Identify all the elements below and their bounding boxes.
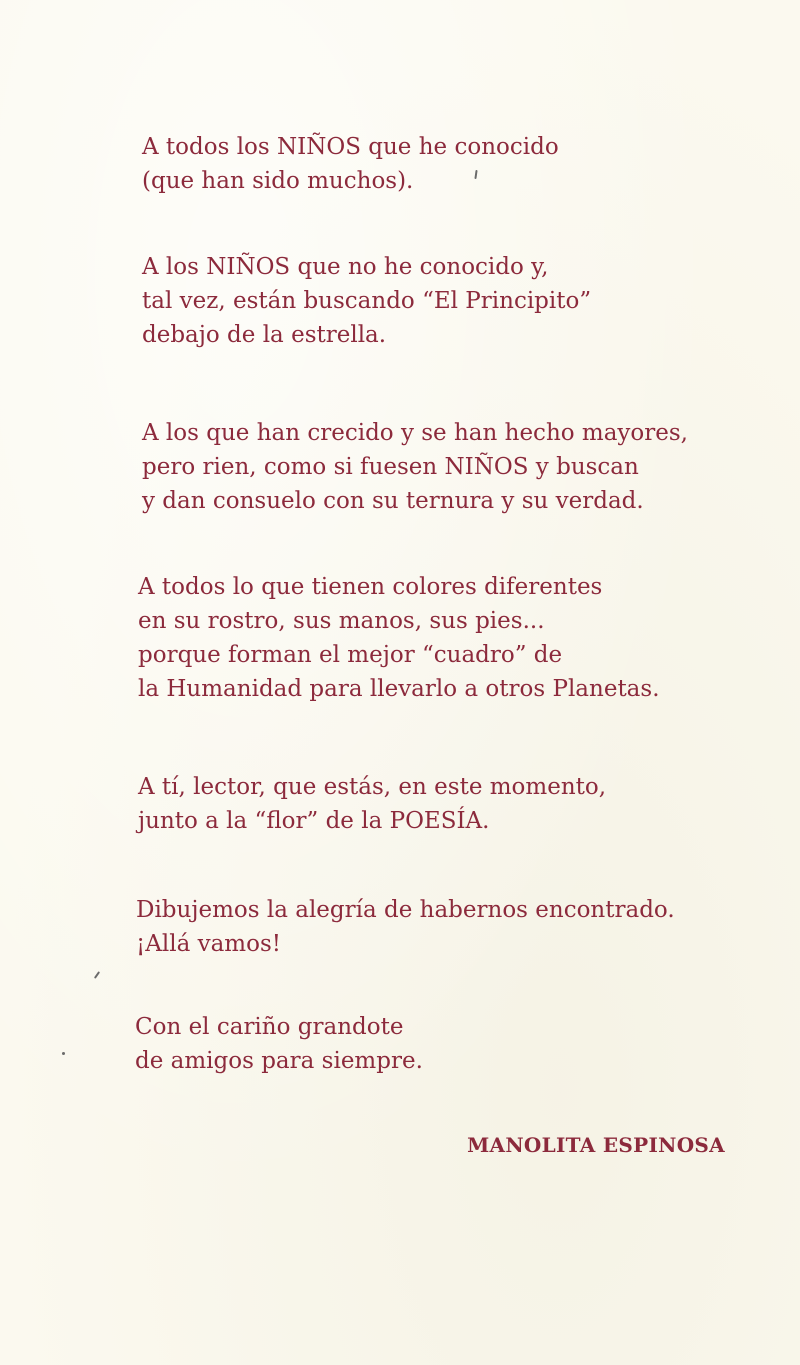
stanza-line: A todos los NIÑOS que he conocido bbox=[142, 134, 559, 160]
stanza-line: A tí, lector, que estás, en este momento, bbox=[138, 774, 607, 800]
stanza-line: (que han sido muchos). bbox=[142, 168, 414, 194]
stanza-line: Con el cariño grandote bbox=[135, 1014, 404, 1040]
stanza-line: tal vez, están buscando “El Principito” bbox=[142, 288, 592, 314]
stanza-line: A todos lo que tienen colores diferentes bbox=[138, 574, 603, 600]
stanza-line: y dan consuelo con su ternura y su verdad. bbox=[142, 488, 644, 514]
scan-speck bbox=[94, 971, 100, 979]
stanza-4 bbox=[138, 570, 660, 706]
stanza-line: ¡Allá vamos! bbox=[136, 931, 281, 957]
stanza-6 bbox=[136, 893, 675, 961]
stanza-line: de amigos para siempre. bbox=[135, 1048, 423, 1074]
author-signature: MANOLITA ESPINOSA bbox=[467, 1133, 725, 1157]
stanza-line: A los NIÑOS que no he conocido y, bbox=[142, 254, 549, 280]
stanza-line: la Humanidad para llevarlo a otros Planetas. bbox=[138, 676, 660, 702]
stanza-7 bbox=[135, 1010, 423, 1078]
stanza-line: debajo de la estrella. bbox=[142, 322, 387, 348]
stanza-line: A los que han crecido y se han hecho mayores, bbox=[142, 420, 688, 446]
stanza-line: pero rien, como si fuesen NIÑOS y buscan bbox=[142, 454, 639, 480]
stanza-1 bbox=[142, 130, 559, 198]
stanza-2 bbox=[142, 250, 591, 352]
stanza-line: porque forman el mejor “cuadro” de bbox=[138, 642, 563, 668]
scan-speck bbox=[62, 1052, 65, 1055]
stanza-line: junto a la “flor” de la POESÍA. bbox=[138, 808, 490, 834]
stanza-3 bbox=[142, 416, 688, 518]
stanza-line: en su rostro, sus manos, sus pies... bbox=[138, 608, 545, 634]
stanza-5 bbox=[138, 770, 606, 838]
stanza-line: Dibujemos la alegría de habernos encontrado. bbox=[136, 897, 675, 923]
